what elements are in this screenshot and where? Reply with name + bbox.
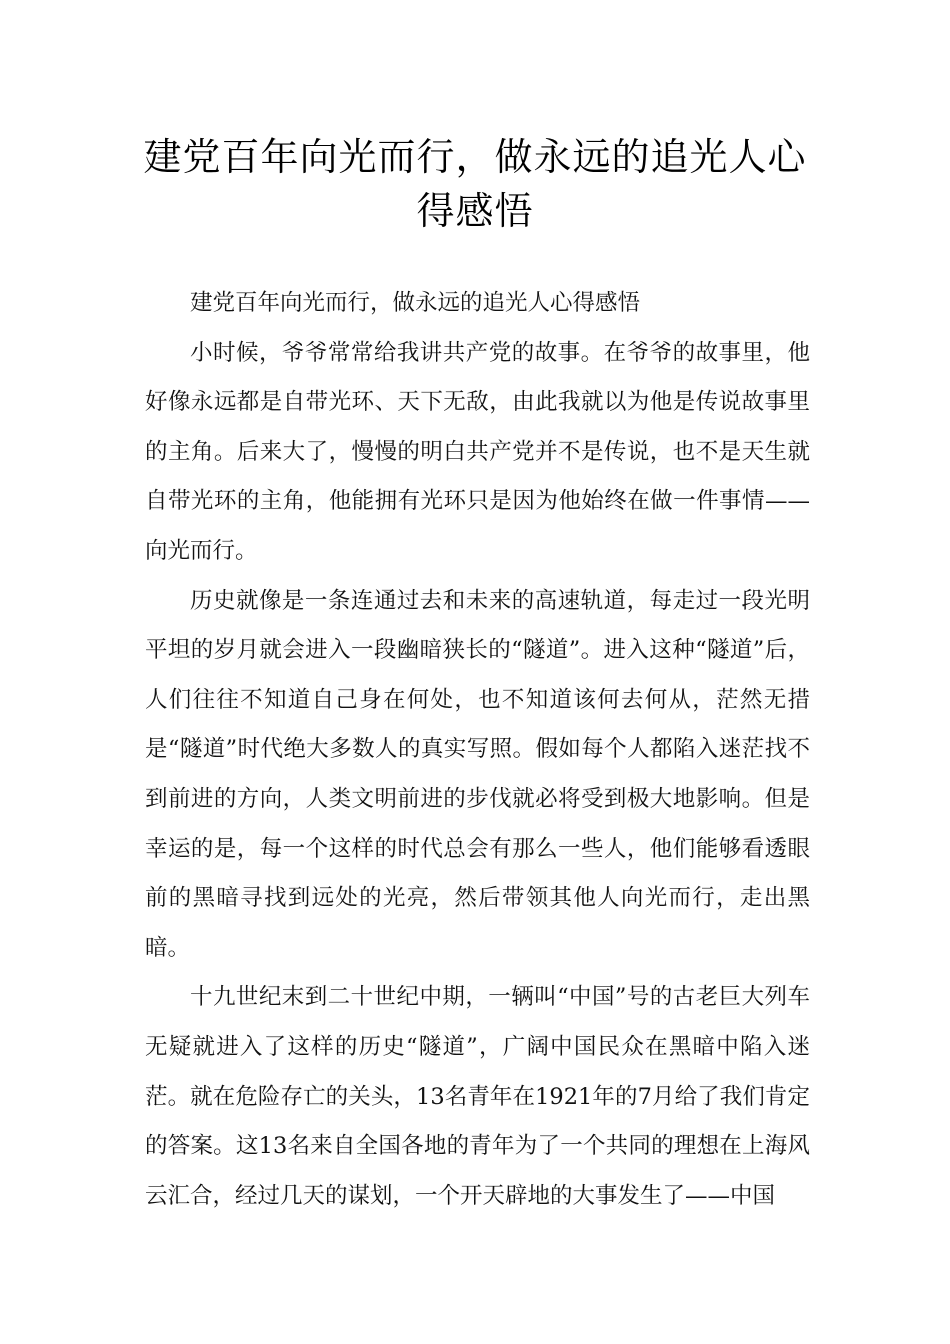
paragraph: 历史就像是一条连通过去和未来的高速轨道，每走过一段光明平坦的岁月就会进入一段幽暗狭长的“隧道”。进入这种“隧道”后，人们往往不知道自己身在何处，也不知道该何去何从，茫然无措是“隧道”时代绝大多数人的真实写照。假如每个人都陷入迷茫找不到前进的方向，人类文明前进的步伐就必将受到极大地影响。但是幸运的是，每一个这样的时代总会有那么一些人，他们能够看透眼前的黑暗寻找到远处的光亮，然后带领其他人向光而行，走出黑暗。	[145, 587, 810, 961]
document-body	[145, 279, 810, 1221]
paragraph: 小时候，爷爷常常给我讲共产党的故事。在爷爷的故事里，他好像永远都是自带光环、天下无敌，由此我就以为他是传说故事里的主角。后来大了，慢慢的明白共产党并不是传说，也不是天生就自带光环的主角，他能拥有光环只是因为他始终在做一件事情——向光而行。	[145, 339, 810, 564]
paragraph-subtitle: 建党百年向光而行，做永远的追光人心得感悟	[190, 290, 641, 316]
document-title: 建党百年向光而行，做永远的追光人心得感悟	[143, 135, 807, 233]
paragraph: 十九世纪末到二十世纪中期，一辆叫“中国”号的古老巨大列车无疑就进入了这样的历史“隧道”，广阔中国民众在黑暗中陷入迷茫。就在危险存亡的关头，13名青年在1921年的7月给了我们肯定的答案。这13名来自全国各地的青年为了一个共同的理想在上海风云汇合，经过几天的谋划，一个开天辟地的大事发生了——中国	[145, 984, 810, 1209]
